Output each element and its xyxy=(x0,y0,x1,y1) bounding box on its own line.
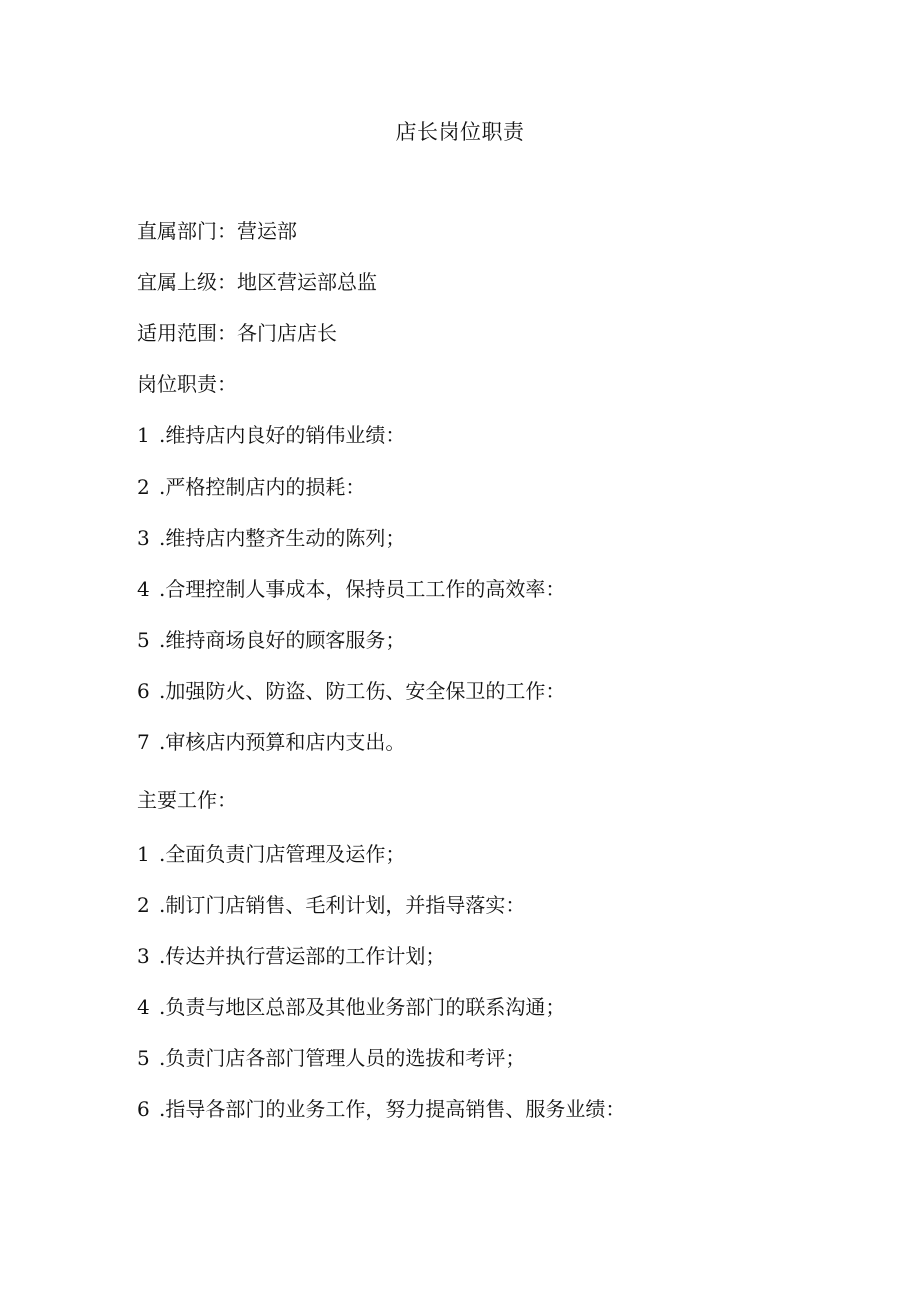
duty-item xyxy=(137,626,405,654)
duty-number: 7 xyxy=(137,730,150,754)
main-work-number: 3 xyxy=(137,944,150,968)
main-work-number: 6 xyxy=(137,1097,150,1121)
duty-item xyxy=(137,575,565,603)
duty-text: .维持店内良好的销伟业绩： xyxy=(159,423,406,447)
department-line: 直属部门：营运部 xyxy=(137,219,297,243)
superior-line: 宜属上级：地区营运部总监 xyxy=(137,270,377,294)
main-work-item xyxy=(137,1044,525,1072)
duty-number: 1 xyxy=(137,423,150,447)
duty-text: .维持商场良好的顾客服务； xyxy=(159,628,406,652)
main-work-item xyxy=(137,891,525,919)
duty-text: .维持店内整齐生动的陈列； xyxy=(159,526,406,550)
main-work-number: 4 xyxy=(137,995,150,1019)
duty-text: .严格控制店内的损耗： xyxy=(159,475,366,499)
main-work-text: .传达并执行营运部的工作计划； xyxy=(159,944,446,968)
main-work-text: .负责门店各部门管理人员的选拔和考评； xyxy=(159,1046,526,1070)
scope-line: 适用范围：各门店店长 xyxy=(137,321,337,345)
duty-text: .合理控制人事成本，保持员工工作的高效率： xyxy=(159,577,566,601)
duty-number: 3 xyxy=(137,526,150,550)
duty-number: 2 xyxy=(137,475,150,499)
main-work-number: 5 xyxy=(137,1046,150,1070)
duty-item xyxy=(137,524,405,552)
main-work-number: 2 xyxy=(137,893,150,917)
duty-item xyxy=(137,473,365,501)
main-work-text: .制订门店销售、毛利计划，并指导落实： xyxy=(159,893,526,917)
main-work-item xyxy=(137,993,565,1021)
main-work-heading: 主要工作： xyxy=(137,788,237,812)
main-work-item xyxy=(137,1095,625,1123)
main-work-text: .负责与地区总部及其他业务部门的联系沟通； xyxy=(159,995,566,1019)
main-work-item xyxy=(137,942,445,970)
document-title: 店长岗位职责 xyxy=(395,120,525,144)
main-work-item xyxy=(137,840,405,868)
duty-text: .加强防火、防盗、防工伤、安全保卫的工作： xyxy=(159,679,566,703)
duty-item xyxy=(137,677,565,705)
duty-text: .审核店内预算和店内支出。 xyxy=(159,730,406,754)
duty-item xyxy=(137,728,405,756)
duty-number: 5 xyxy=(137,628,150,652)
main-work-number: 1 xyxy=(137,842,150,866)
duties-heading: 岗位职责： xyxy=(137,372,237,396)
duty-number: 4 xyxy=(137,577,150,601)
duty-item xyxy=(137,421,405,449)
main-work-text: .全面负责门店管理及运作； xyxy=(159,842,406,866)
duty-number: 6 xyxy=(137,679,150,703)
main-work-text: .指导各部门的业务工作，努力提高销售、服务业绩： xyxy=(159,1097,626,1121)
